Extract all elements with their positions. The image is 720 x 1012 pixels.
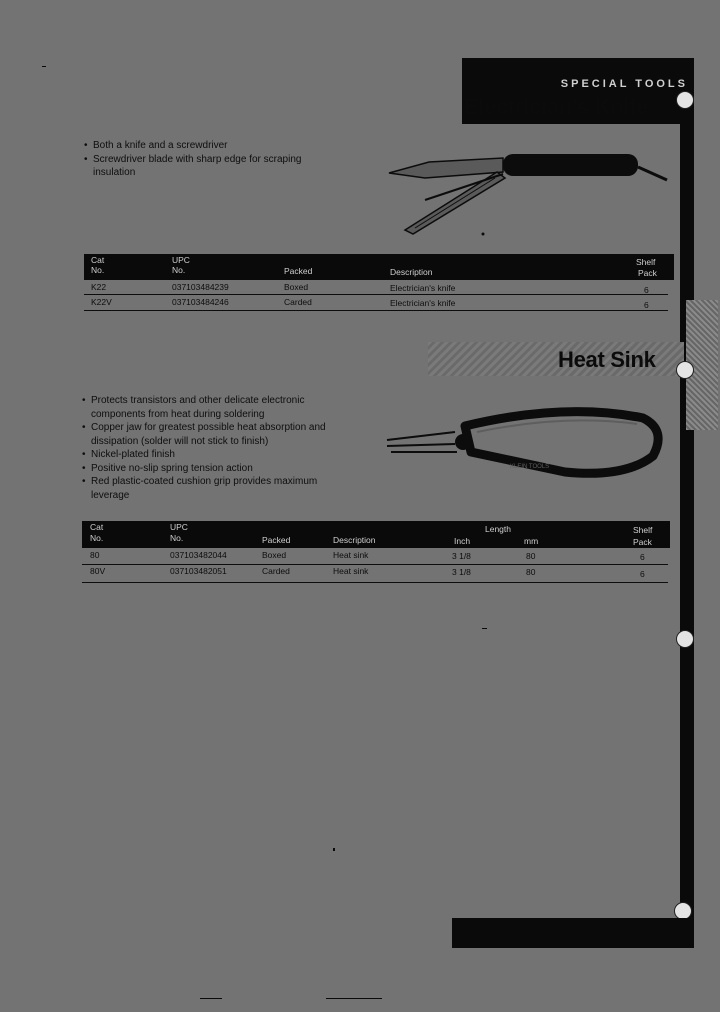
cell-upc: 037103482051 [170, 566, 227, 576]
cell-inch: 3 1/8 [452, 567, 471, 577]
scan-speck [326, 998, 382, 999]
scan-speck [333, 848, 335, 851]
header-shelf: Shelf [633, 525, 653, 535]
table-row [84, 296, 668, 311]
cell-shelf: 6 [644, 300, 649, 310]
cell-packed: Boxed [284, 282, 309, 292]
cell-inch: 3 1/8 [452, 551, 471, 561]
header-mm: mm [524, 536, 539, 546]
header-description: Description [333, 535, 376, 545]
header-shelf-pack: Pack [638, 268, 657, 278]
header-shelf: Shelf [636, 257, 656, 267]
cell-cat: K22V [91, 297, 112, 307]
cell-packed: Carded [262, 566, 290, 576]
header-upc-no: No. [170, 533, 184, 543]
heat-sink-feature-list [82, 394, 352, 502]
cell-description: Heat sink [333, 550, 369, 560]
list-item: • Red plastic-coated cushion grip provides maximum leverage [82, 475, 352, 502]
cell-shelf: 6 [640, 569, 645, 579]
header-inch: Inch [454, 536, 471, 546]
cell-mm: 80 [526, 551, 536, 561]
header-packed: Packed [284, 266, 313, 276]
binder-hole [676, 361, 694, 379]
cell-description: Electrician's knife [390, 283, 456, 293]
list-item: • Nickel-plated finish [82, 448, 352, 462]
list-item: • Screwdriver blade with sharp edge for scraping insulation [84, 153, 324, 180]
cell-shelf: 6 [640, 552, 645, 562]
binder-hole [676, 630, 694, 648]
header-upc-no: No. [172, 265, 186, 275]
cell-shelf: 6 [644, 285, 649, 295]
header-cat-no: No. [90, 533, 104, 543]
svg-text:KLEIN TOOLS: KLEIN TOOLS [510, 464, 550, 470]
list-item: • Positive no-slip spring tension action [82, 462, 352, 476]
heat-sink-illustration [385, 402, 670, 482]
list-item: • Copper jaw for greatest possible heat absorption and dissipation (solder will not stick to finish) [82, 421, 352, 448]
heat-sink-table [82, 521, 670, 583]
header-packed: Packed [262, 535, 291, 545]
table-row [82, 548, 668, 565]
cell-cat: K22 [91, 282, 107, 292]
cell-cat: 80 [90, 550, 100, 560]
footer-bar [452, 918, 694, 948]
cell-cat: 80V [90, 566, 106, 576]
knife-table [84, 254, 674, 310]
binder-hole [676, 91, 694, 109]
header-upc: UPC [172, 255, 190, 265]
scan-speck [200, 998, 222, 999]
header-upc: UPC [170, 522, 188, 532]
header-cat: Cat [90, 522, 104, 532]
cell-upc: 037103484239 [172, 282, 229, 292]
header-cat: Cat [91, 255, 105, 265]
scan-speck [42, 66, 46, 67]
table-header [84, 254, 674, 280]
list-item: • Both a knife and a screwdriver [84, 139, 324, 153]
heat-sink-title: Heat Sink [558, 347, 656, 372]
header-cat-no: No. [91, 265, 105, 275]
scan-speck [482, 628, 487, 629]
cell-upc: 037103484246 [172, 297, 229, 307]
cell-packed: Boxed [262, 550, 287, 560]
cell-description: Heat sink [333, 566, 369, 576]
table-row [82, 566, 668, 583]
electricians-knife-illustration [385, 140, 675, 240]
knife-title: Electrician's Knife [464, 94, 649, 119]
page-spine [680, 60, 694, 934]
header-length: Length [485, 524, 511, 534]
cell-upc: 037103482044 [170, 550, 227, 560]
section-label: SPECIAL TOOLS [560, 78, 688, 90]
table-row [84, 280, 668, 295]
cell-mm: 80 [526, 567, 536, 577]
cell-description: Electrician's knife [390, 298, 456, 308]
header-shelf-pack: Pack [633, 537, 652, 547]
list-item: • Protects transistors and other delicate electronic components from heat during soldering [82, 394, 352, 421]
header-description: Description [390, 267, 433, 277]
cell-packed: Carded [284, 297, 312, 307]
table-header [82, 521, 670, 548]
knife-feature-list [84, 139, 324, 180]
